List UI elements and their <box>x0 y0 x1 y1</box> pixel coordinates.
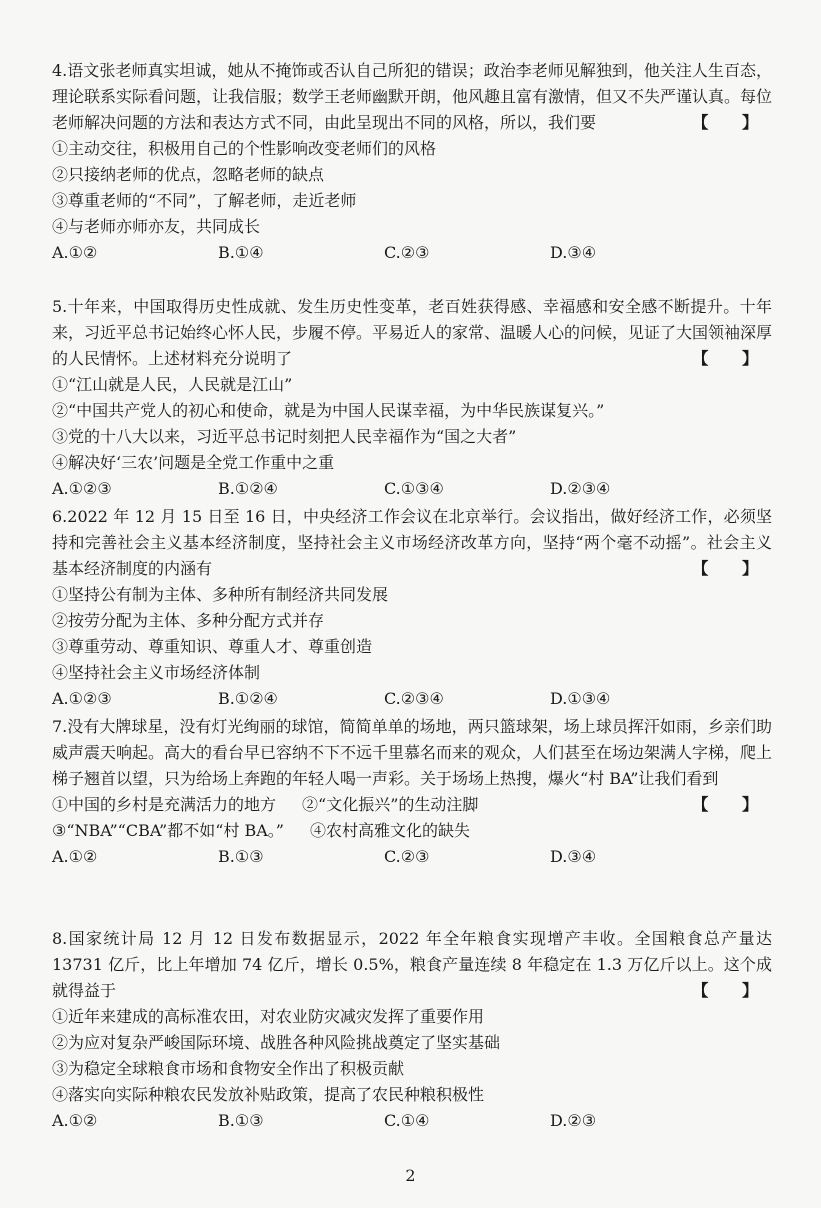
option: ④农村高雅文化的缺失 <box>310 821 471 840</box>
answer-choices <box>52 844 772 870</box>
option: ①近年来建成的高标准农田，对农业防灾减灾发挥了重要作用 <box>52 1007 485 1026</box>
choice-c: C.②③④ <box>384 689 444 708</box>
question-stem: 8.国家统计局 12 月 12 日发布数据显示，2022 年全年粮食实现增产丰收。全国粮食总产量达 13731 亿斤，比上年增加 74 亿斤，增长 0.5%，粮食产量连续 8 年稳定在 1.3 万亿斤以上。这个成就得益于 <box>52 929 772 1000</box>
choice-a: A.①②③ <box>52 689 112 708</box>
question-4 <box>52 58 772 266</box>
option: ④解决好‘三农’问题是全党工作重中之重 <box>52 453 335 472</box>
option: ②按劳分配为主体、多种分配方式并存 <box>52 611 325 630</box>
question-stem: 7.没有大牌球星，没有灯光绚丽的球馆，简简单单的场地，两只篮球架，场上球员挥汗如雨，乡亲们助威声震天响起。高大的看台早已容纳不下不远千里慕名而来的观众，人们甚至在场边架满人字梯，爬上梯子翘首以望，只为给场上奔跑的年轻人喝一声彩。关于场场上热搜，爆火“村 BA”让我们看到 <box>52 717 773 788</box>
question-8 <box>52 926 772 1134</box>
choice-a: A.①② <box>52 1111 98 1130</box>
choice-a: A.①②③ <box>52 479 112 498</box>
choice-d: D.②③④ <box>550 479 611 498</box>
option: ④落实向实际种粮农民发放补贴政策，提高了农民种粮积极性 <box>52 1085 485 1104</box>
choice-a: A.①② <box>52 243 98 262</box>
choice-b: B.①②④ <box>218 479 278 498</box>
option: ②“中国共产党人的初心和使命，就是为中国人民谋幸福，为中华民族谋复兴。” <box>52 401 605 420</box>
answer-choices <box>52 686 772 712</box>
choice-d: D.②③ <box>550 1111 597 1130</box>
answer-bracket: 【 】 <box>692 795 772 814</box>
choice-b: B.①③ <box>218 1111 264 1130</box>
page-number: 2 <box>405 1166 416 1185</box>
answer-bracket: 【 】 <box>692 349 772 368</box>
answer-choices <box>52 476 772 502</box>
option: ①主动交往，积极用自己的个性影响改变老师们的风格 <box>52 139 437 158</box>
option: ③党的十八大以来，习近平总书记时刻把人民幸福作为“国之大者” <box>52 427 517 446</box>
option: ③尊重劳动、尊重知识、尊重人才、尊重创造 <box>52 637 373 656</box>
choice-d: D.①③④ <box>550 689 611 708</box>
choice-c: C.①③④ <box>384 479 444 498</box>
choice-b: B.①③ <box>218 847 264 866</box>
option-row <box>52 818 772 844</box>
option: ②为应对复杂严峻国际环境、战胜各种风险挑战奠定了坚实基础 <box>52 1033 501 1052</box>
answer-bracket: 【 】 <box>692 981 772 1000</box>
choice-a: A.①② <box>52 847 98 866</box>
choice-b: B.①②④ <box>218 689 278 708</box>
choice-d: D.③④ <box>550 847 597 866</box>
answer-choices <box>52 1108 772 1134</box>
choice-d: D.③④ <box>550 243 597 262</box>
answer-bracket: 【 】 <box>692 113 772 132</box>
question-7 <box>52 714 772 870</box>
answer-choices <box>52 240 772 266</box>
question-stem: 5.十年来，中国取得历史性成就、发生历史性变革，老百姓获得感、幸福感和安全感不断提升。十年来，习近平总书记始终心怀人民，步履不停。平易近人的家常、温暖人心的问候，见证了大国领袖深厚的人民情怀。上述材料充分说明了 <box>52 297 773 368</box>
option: ①坚持公有制为主体、多种所有制经济共同发展 <box>52 585 389 604</box>
question-6 <box>52 504 772 712</box>
option: ③为稳定全球粮食市场和食物安全作出了积极贡献 <box>52 1059 405 1078</box>
question-stem: 6.2022 年 12 月 15 日至 16 日，中央经济工作会议在北京举行。会议指出，做好经济工作，必须坚持和完善社会主义基本经济制度，坚持社会主义市场经济改革方向，坚持“两个毫不动摇”。社会主义基本经济制度的内涵有 <box>52 507 772 578</box>
option: ①“江山就是人民，人民就是江山” <box>52 375 293 394</box>
option: ③“NBA”“CBA”都不如“村 BA。” <box>52 821 284 840</box>
question-stem: 4.语文张老师真实坦诚，她从不掩饰或否认自己所犯的错误；政治李老师见解独到，他关注人生百态，理论联系实际看问题，让我信服；数学王老师幽默开朗，他风趣且富有激情，但又不失严谨认真。每位老师解决问题的方法和表达方式不同，由此呈现出不同的风格，所以，我们要 <box>52 61 773 132</box>
option: ④坚持社会主义市场经济体制 <box>52 663 261 682</box>
choice-c: C.①④ <box>384 1111 430 1130</box>
option: ④与老师亦师亦友，共同成长 <box>52 217 261 236</box>
option-row <box>52 792 772 818</box>
option: ①中国的乡村是充满活力的地方 <box>52 795 277 814</box>
option: ②只接纳老师的优点，忽略老师的缺点 <box>52 165 325 184</box>
option: ③尊重老师的“不同”，了解老师，走近老师 <box>52 191 357 210</box>
choice-c: C.②③ <box>384 243 430 262</box>
answer-bracket: 【 】 <box>692 559 772 578</box>
question-5 <box>52 294 772 502</box>
choice-c: C.②③ <box>384 847 430 866</box>
choice-b: B.①④ <box>218 243 264 262</box>
option: ②“文化振兴”的生动注脚 <box>302 795 479 814</box>
